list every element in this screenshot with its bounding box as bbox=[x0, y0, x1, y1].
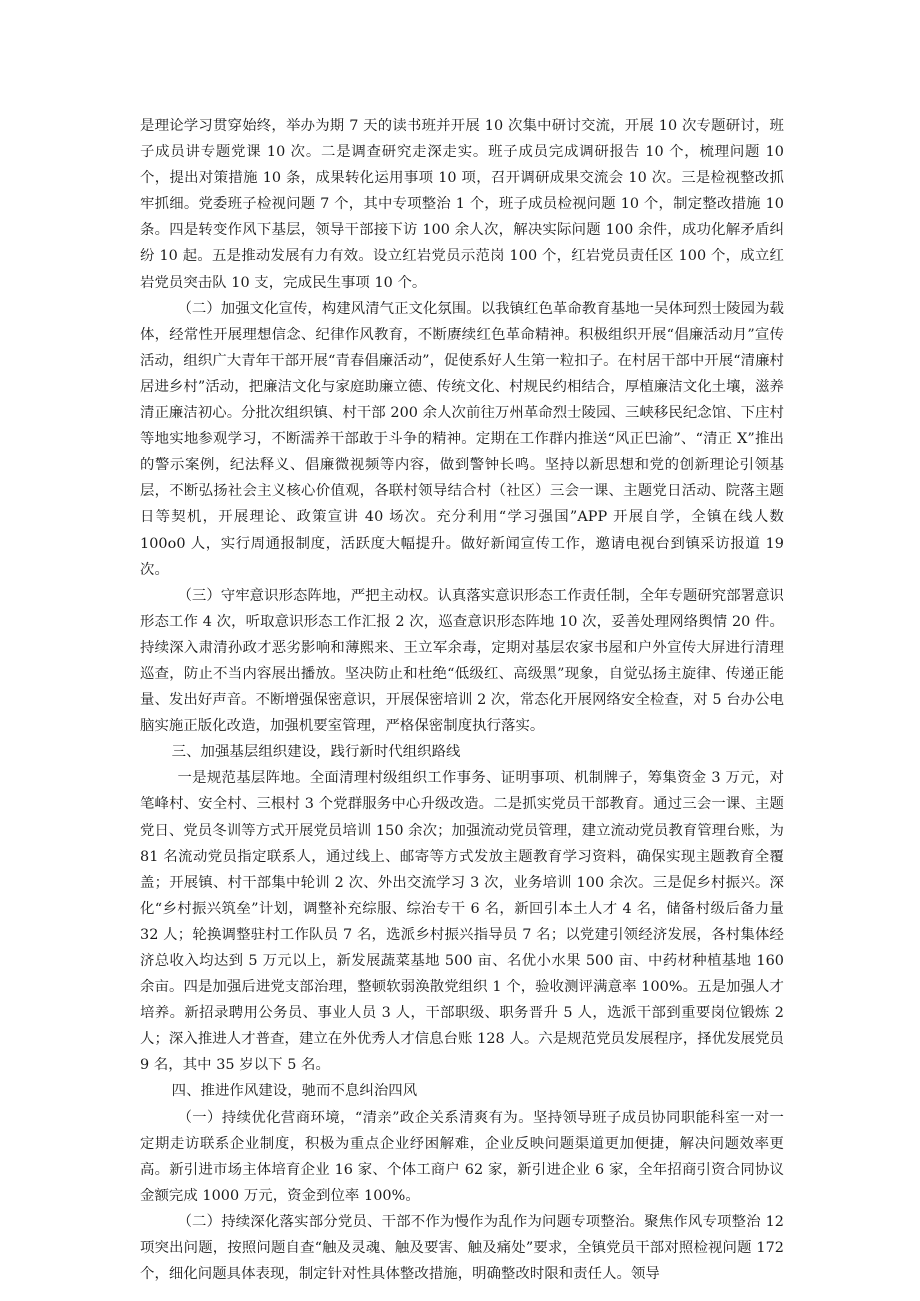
section-heading-grassroots-organization: 三、加强基层组织建设，践行新时代组织路线 bbox=[171, 744, 461, 761]
paragraph-culture-promotion: （二）加强文化宣传，构建风清气正文化氛围。以我镇红色革命教育基地一吴体珂烈士陵园为载体，经常性开展理想信念、纪律作风教育，不断赓续红色革命精神。积极组织开展“倡廉活动月”宣传活动，组织广大青年干部开展“青春倡廉活动”，促使系好人生第一粒扣子。在村居干部中开展“清廉村居进乡村”活动，把廉洁文化与家庭助廉立德、传统文化、村规民约相结合，厚植廉洁文化土壤，滋养清正廉洁初心。分批次组织镇、村干部 200 余人次前往万州革命烈士陵园、三峡移民纪念馆、下庄村等地实地参观学习，不断濡养干部敢于斗争的精神。定期在工作群内推送“风正巴渝”、“清正 X”推出的警示案例，纪法释义、倡廉微视频等内容，做到警钟长鸣。坚持以新思想和党的创新理论引领基层，不断弘扬社会主义核心价值观，各联村领导结合村（社区）三会一课、主题党日活动、院落主题日等契机，开展理论、政策宣讲 40 场次。充分利用“学习强国”APP 开展自学，全镇在线人数 100o0 人，实行周通报制度，活跃度大幅提升。做好新闻宣传工作，邀请电视台到镇采访报道 19 次。 bbox=[140, 300, 784, 578]
paragraph-continuation: 是理论学习贯穿始终，举办为期 7 天的读书班并开展 10 次集中研讨交流，开展 10 次专题研讨，班子成员讲专题党课 10 次。二是调查研究走深走实。班子成员完成调研报告 10 个，梳理问题 10 个，提出对策措施 10 条，成果转化运用事项 10 项，召开调研成果交流会 10 次。三是检视整改抓牢抓细。党委班子检视问题 7 个，其中专项整治 1 个，班子成员检视问题 10 个，制定整改措施 10 条。四是转变作风下基层，领导干部接下访 100 余人次，解决实际问题 100 余件，成功化解矛盾纠纷 10 起。五是推动发展有力有效。设立红岩党员示范岗 100 个，红岩党员责任区 100 个，成立红岩党员突击队 10 支，完成民生事项 10 个。 bbox=[140, 118, 784, 291]
paragraph-business-environment: （一）持续优化营商环境，“清亲”政企关系清爽有为。坚持领导班子成员协同职能科室一对一定期走访联系企业制度，积极为重点企业纾困解难，企业反映问题渠道更加便捷，解决问题效率更高。新引进市场主体培育企业 16 家、个体工商户 62 家，新引进企业 6 家，全年招商引资合同协议金额完成 1000 万元，资金到位率 100%。 bbox=[140, 1109, 784, 1204]
section-heading-work-style: 四、推进作风建设，驰而不息纠治四风 bbox=[171, 1083, 418, 1100]
paragraph-grassroots-organization: 一是规范基层阵地。全面清理村级组织工作事务、证明事项、机制牌子，筹集资金 3 万元，对笔峰村、安全村、三根村 3 个党群服务中心升级改造。二是抓实党员干部教育。通过三会一课、主题党日、党员冬训等方式开展党员培训 150 余次；加强流动党员管理，建立流动党员教育管理台账，为 81 名流动党员指定联系人，通过线上、邮寄等方式发放主题教育学习资料，确保实现主题教育全覆盖；开展镇、村干部集中轮训 2 次、外出交流学习 3 次，业务培训 100 余次。三是促乡村振兴。深化“乡村振兴筑垒”计划，调整补充综服、综治专干 6 名，新回引本土人才 4 名，储备村级后备力量 32 人；轮换调整驻村工作队员 7 名，选派乡村振兴指导员 7 名；以党建引领经济发展，各村集体经济总收入均达到 5 万元以上，新发展蔬菜基地 500 亩、名优小水果 500 亩、中药材种植基地 160 余亩。四是加强后进党支部治理，整顿软弱涣散党组织 1 个，验收测评满意率 100%。五是加强人才培养。新招录聘用公务员、事业人员 3 人，干部职级、职务晋升 5 人，选派干部到重要岗位锻炼 2 人；深入推进人才普查，建立在外优秀人才信息台账 128 人。六是规范党员发展程序，择优发展党员 9 名，其中 35 岁以下 5 名。 bbox=[140, 770, 784, 1074]
paragraph-special-rectification: （二）持续深化落实部分党员、干部不作为慢作为乱作为问题专项整治。聚焦作风专项整治 12 项突出问题，按照问题自查“触及灵魂、触及要害、触及痛处”要求，全镇党员干部对照检视问题 172 个，细化问题具体表现，制定针对性具体整改措施，明确整改时限和责任人。领导 bbox=[140, 1213, 784, 1283]
paragraph-ideology-front: （三）守牢意识形态阵地，严把主动权。认真落实意识形态工作责任制，全年专题研究部署意识形态工作 4 次，听取意识形态工作汇报 2 次，巡查意识形态阵地 10 次，妥善处理网络舆情 20 件。持续深入肃清孙政才恶劣影响和薄熙来、王立军余毒，定期对基层农家书屋和户外宣传大屏进行清理巡查，防止不当内容展出播放。坚决防止和杜绝“低级红、高级黑”现象，自觉弘扬主旋律、传递正能量、发出好声音。不断增强保密意识，开展保密培训 2 次，常态化开展网络安全检查，对 5 台办公电脑实施正版化改造，加强机要室管理，严格保密制度执行落实。 bbox=[140, 587, 784, 735]
document-page bbox=[140, 113, 784, 1287]
